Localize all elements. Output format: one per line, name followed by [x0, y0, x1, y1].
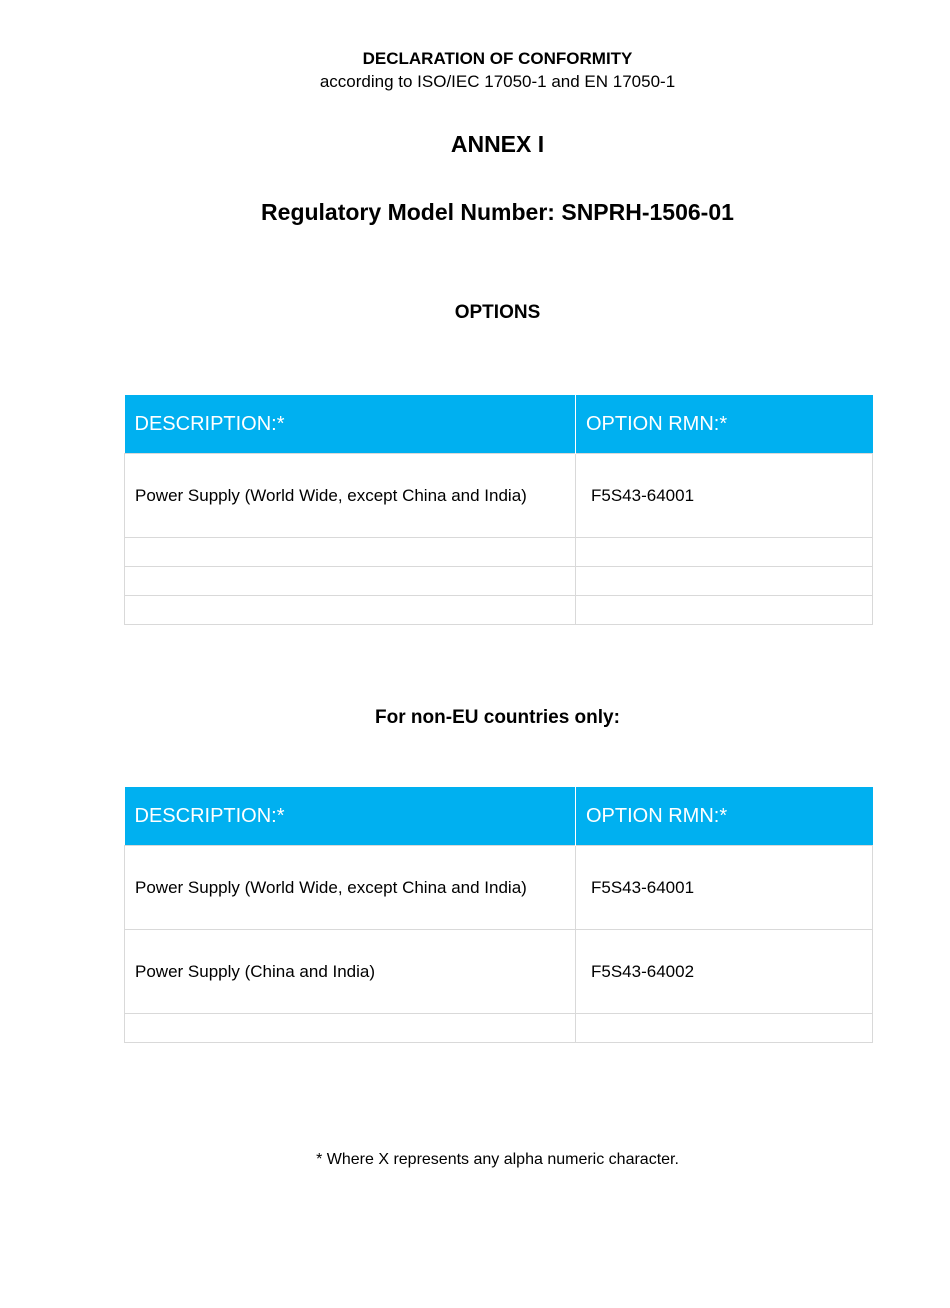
option-rmn-cell [576, 538, 873, 567]
non-eu-heading: For non-EU countries only: [375, 707, 620, 728]
column-header-option-rmn: OPTION RMN:* [576, 787, 873, 846]
description-cell [125, 538, 576, 567]
description-cell [125, 596, 576, 625]
column-header-option-rmn: OPTION RMN:* [576, 395, 873, 454]
description-cell [125, 1014, 576, 1043]
option-rmn-cell [576, 596, 873, 625]
table-row [125, 846, 873, 930]
footnote: * Where X represents any alpha numeric character. [316, 1151, 679, 1168]
table-header-row [125, 395, 873, 454]
table-row [125, 930, 873, 1014]
options-heading: OPTIONS [454, 302, 541, 323]
document-subtitle: according to ISO/IEC 17050-1 and EN 17050-1 [319, 72, 676, 91]
table-row [125, 454, 873, 538]
table-row [125, 567, 873, 596]
table-row [125, 1014, 873, 1043]
document-title: DECLARATION OF CONFORMITY [362, 49, 633, 68]
options-table [124, 395, 873, 625]
non-eu-options-table [124, 787, 873, 1043]
description-cell [125, 567, 576, 596]
table-row [125, 538, 873, 567]
option-rmn-cell [576, 1014, 873, 1043]
annex-heading: ANNEX I [450, 131, 545, 157]
option-rmn-cell: F5S43-64001 [576, 454, 873, 538]
description-cell: Power Supply (China and India) [125, 930, 576, 1014]
table-row [125, 596, 873, 625]
column-header-description: DESCRIPTION:* [125, 787, 576, 846]
option-rmn-cell: F5S43-64002 [576, 930, 873, 1014]
description-cell: Power Supply (World Wide, except China and India) [125, 846, 576, 930]
regulatory-model-number: Regulatory Model Number: SNPRH-1506-01 [261, 199, 734, 225]
option-rmn-cell: F5S43-64001 [576, 846, 873, 930]
table-header-row [125, 787, 873, 846]
column-header-description: DESCRIPTION:* [125, 395, 576, 454]
description-cell: Power Supply (World Wide, except China and India) [125, 454, 576, 538]
option-rmn-cell [576, 567, 873, 596]
